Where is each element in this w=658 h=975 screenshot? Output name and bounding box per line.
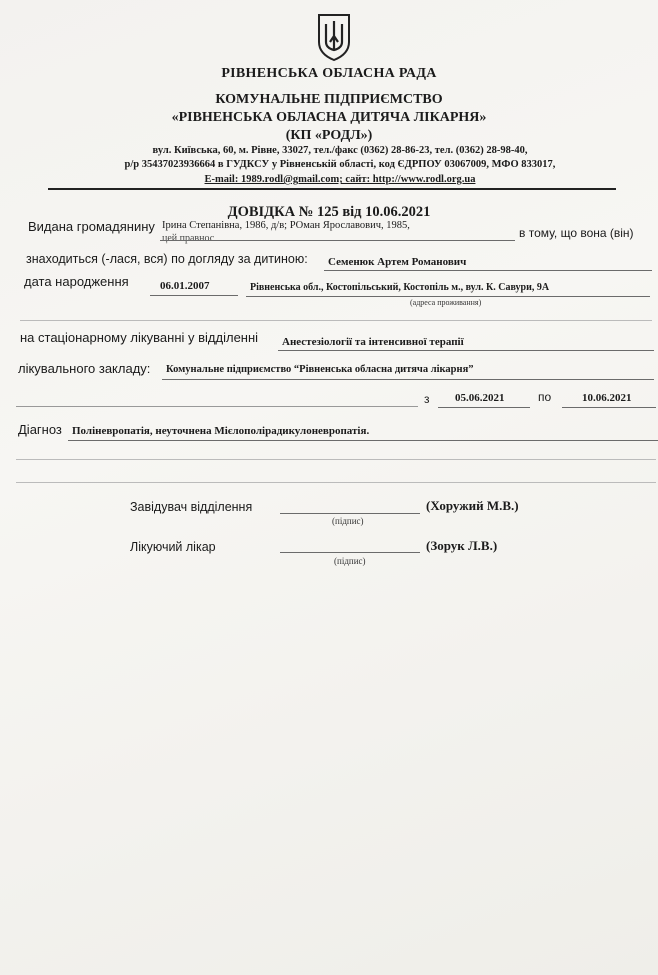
issued-value: Ірина Степанівна, 1986, д/в; РОман Ярославович, 1985, <box>162 220 410 231</box>
contacts-line: E-mail: 1989.rodl@gmail.com; сайт: http://www.rodl.org.ua <box>204 174 476 185</box>
head-of-department-label: Завідувач відділення <box>130 500 253 514</box>
department-line <box>278 350 654 351</box>
from-line <box>438 407 530 408</box>
head-signature-line <box>280 513 420 514</box>
head-signature-caption: (підпис) <box>332 516 364 526</box>
facility-line <box>162 379 654 380</box>
address-caption: (адреса проживання) <box>410 298 482 307</box>
attending-doctor-label: Лікуючий лікар <box>130 540 216 554</box>
issued-suffix: в тому, що вона (він) <box>519 226 634 240</box>
diagnosis-line <box>68 440 658 441</box>
trident-emblem-icon <box>316 12 352 62</box>
attending-doctor-name: (Зорук Л.В.) <box>426 538 498 553</box>
to-date: 10.06.2021 <box>582 392 632 404</box>
dob-label: дата народження <box>24 274 129 289</box>
address-value: Рівненська обл., Костопільський, Костопіль м., вул. К. Савури, 9А <box>250 282 550 293</box>
address-line: вул. Київська, 60, м. Рівне, 33027, тел./факс (0362) 28-86-23, тел. (0362) 28-98-40, <box>152 145 528 156</box>
department-label: на стаціонарному лікуванні у відділенні <box>20 330 259 345</box>
header-divider <box>48 188 616 190</box>
bank-details: р/р 35437023936664 в ГУДКСУ у Рівненській області, код ЄДРПОУ 03067009, МФО 833017, <box>124 159 556 170</box>
issued-label: Видана громадянину <box>28 219 155 234</box>
org-line-1: КОМУНАЛЬНЕ ПІДПРИЄМСТВО <box>215 92 443 107</box>
blank-line-1 <box>20 320 652 321</box>
issued-line <box>160 240 515 241</box>
diagnosis-value: Поліневропатія, неуточнена Мієлополірадикулоневропатія. <box>72 425 370 437</box>
facility-label: лікувального закладу: <box>18 361 151 376</box>
blank-line-3 <box>16 459 656 460</box>
issued-value-cont: цей правнос <box>162 233 215 244</box>
address-line-rule <box>246 296 650 297</box>
care-label: знаходиться (-лася, вся) по догляду за дитиною: <box>26 252 308 266</box>
diagnosis-label: Діагноз <box>18 422 62 437</box>
to-label: по <box>538 390 552 404</box>
to-line <box>562 407 656 408</box>
facility-value: Комунальне підприємство “Рівненська обласна дитяча лікарня” <box>166 364 474 375</box>
dob-line <box>150 295 238 296</box>
head-of-department-name: (Хоружий М.В.) <box>426 498 519 513</box>
blank-line-4 <box>16 482 656 483</box>
council-name: РІВНЕНСЬКА ОБЛАСНА РАДА <box>221 66 437 81</box>
certificate-title: ДОВІДКА № 125 від 10.06.2021 <box>227 204 431 220</box>
doctor-signature-caption: (підпис) <box>334 556 366 566</box>
child-line <box>324 270 652 271</box>
doctor-signature-line <box>280 552 420 553</box>
org-short-name: (КП «РОДЛ») <box>285 128 373 143</box>
blank-line-2 <box>16 406 418 407</box>
from-label: з <box>424 392 430 406</box>
org-line-2: «РІВНЕНСЬКА ОБЛАСНА ДИТЯЧА ЛІКАРНЯ» <box>171 110 487 125</box>
dob-value: 06.01.2007 <box>160 280 210 292</box>
child-name: Семенюк Артем Романович <box>328 256 467 268</box>
from-date: 05.06.2021 <box>455 392 505 404</box>
department-value: Анестезіології та інтенсивної терапії <box>282 336 464 348</box>
